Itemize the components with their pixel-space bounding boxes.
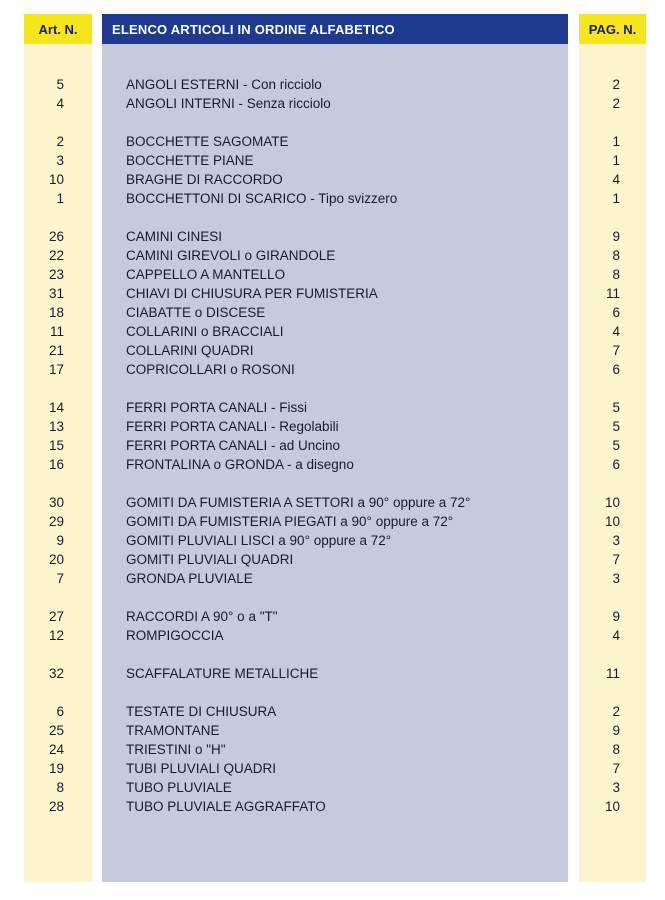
page-number: 8 — [612, 742, 620, 757]
page-number: 4 — [612, 324, 620, 339]
art-number: 12 — [48, 628, 64, 643]
article-description: GOMITI DA FUMISTERIA A SETTORI a 90° oppure a 72° — [126, 495, 471, 510]
art-number: 1 — [56, 191, 64, 206]
page-number: 1 — [612, 153, 620, 168]
art-number: 30 — [48, 495, 64, 510]
art-number: 14 — [48, 400, 64, 415]
article-description: CAPPELLO A MANTELLO — [126, 267, 286, 282]
article-description: COPRICOLLARI o ROSONI — [126, 362, 295, 377]
art-number: 2 — [56, 134, 64, 149]
art-number: 17 — [48, 362, 64, 377]
page-number: 11 — [605, 286, 620, 301]
art-number: 22 — [48, 248, 64, 263]
article-description: FRONTALINA o GRONDA - a disegno — [126, 457, 354, 472]
article-description: FERRI PORTA CANALI - Regolabili — [126, 419, 339, 434]
art-number: 18 — [48, 305, 64, 320]
article-description: BOCCHETTONI DI SCARICO - Tipo svizzero — [126, 191, 398, 206]
art-number: 6 — [56, 704, 64, 719]
art-number: 13 — [48, 419, 64, 434]
page-number: 9 — [612, 609, 620, 624]
article-description: CHIAVI DI CHIUSURA PER FUMISTERIA — [126, 286, 378, 301]
article-description: SCAFFALATURE METALLICHE — [126, 666, 319, 681]
art-number: 20 — [48, 552, 64, 567]
page-number: 5 — [612, 419, 620, 434]
page-number: 5 — [612, 438, 620, 453]
art-number: 32 — [48, 666, 64, 681]
art-number: 31 — [48, 286, 64, 301]
page-number: 7 — [612, 343, 620, 358]
page-number: 5 — [612, 400, 620, 415]
article-description: CAMINI CINESI — [126, 229, 223, 244]
article-description: GOMITI PLUVIALI QUADRI — [126, 552, 294, 567]
art-number-header: Art. N. — [24, 14, 92, 44]
art-number: 5 — [56, 77, 64, 92]
article-description: TESTATE DI CHIUSURA — [126, 704, 277, 719]
page-number: 7 — [612, 552, 620, 567]
page-number: 6 — [612, 305, 620, 320]
article-description: ROMPIGOCCIA — [126, 628, 224, 643]
page-number: 10 — [604, 495, 620, 510]
article-description: TUBI PLUVIALI QUADRI — [126, 761, 277, 776]
page-number: 8 — [612, 248, 620, 263]
article-description: FERRI PORTA CANALI - Fissi — [126, 400, 308, 415]
art-number: 24 — [48, 742, 64, 757]
art-number: 9 — [56, 533, 64, 548]
article-description: BOCCHETTE PIANE — [126, 153, 254, 168]
article-description: ANGOLI ESTERNI - Con ricciolo — [126, 77, 322, 92]
art-number: 8 — [56, 780, 64, 795]
art-number: 25 — [48, 723, 64, 738]
page-number: 4 — [612, 628, 620, 643]
page-number: 10 — [604, 799, 620, 814]
page-number: 7 — [612, 761, 620, 776]
art-number: 16 — [48, 457, 64, 472]
page-number: 2 — [612, 96, 620, 111]
art-number: 29 — [48, 514, 64, 529]
article-description: TUBO PLUVIALE AGGRAFFATO — [126, 799, 326, 814]
article-description: TUBO PLUVIALE — [126, 780, 232, 795]
article-description: RACCORDI A 90° o a "T" — [126, 609, 278, 624]
art-number: 3 — [56, 153, 64, 168]
art-number: 15 — [48, 438, 64, 453]
page-number: 3 — [612, 780, 620, 795]
art-number: 23 — [48, 267, 64, 282]
page-number: 8 — [612, 267, 620, 282]
page-number: 3 — [612, 571, 620, 586]
page-number: 1 — [612, 134, 620, 149]
article-description: CIABATTE o DISCESE — [126, 305, 266, 320]
article-description: TRIESTINI o "H" — [126, 742, 226, 757]
page-number: 6 — [612, 457, 620, 472]
page-number: 11 — [605, 666, 620, 681]
page-number: 9 — [612, 723, 620, 738]
page-number: 1 — [612, 191, 620, 206]
article-description: CAMINI GIREVOLI o GIRANDOLE — [126, 248, 336, 263]
article-description: BRAGHE DI RACCORDO — [126, 172, 283, 187]
art-number: 11 — [49, 324, 64, 339]
article-description: ANGOLI INTERNI - Senza ricciolo — [126, 96, 331, 111]
page-title: ELENCO ARTICOLI IN ORDINE ALFABETICO — [102, 14, 568, 44]
article-description: GOMITI PLUVIALI LISCI a 90° oppure a 72° — [126, 533, 392, 548]
article-description: GOMITI DA FUMISTERIA PIEGATI a 90° oppure a 72° — [126, 514, 454, 529]
art-number: 19 — [48, 761, 64, 776]
page-number: 9 — [612, 229, 620, 244]
article-description: TRAMONTANE — [126, 723, 220, 738]
page-number: 2 — [612, 704, 620, 719]
page-number-header: PAG. N. — [579, 14, 646, 44]
article-description: COLLARINI o BRACCIALI — [126, 324, 284, 339]
art-number: 10 — [48, 172, 64, 187]
page-number: 4 — [612, 172, 620, 187]
art-number: 28 — [48, 799, 64, 814]
page-number: 3 — [612, 533, 620, 548]
art-number: 4 — [56, 96, 64, 111]
page-number: 6 — [612, 362, 620, 377]
article-description: BOCCHETTE SAGOMATE — [126, 134, 289, 149]
art-number: 27 — [48, 609, 64, 624]
art-number: 7 — [56, 571, 64, 586]
article-description: GRONDA PLUVIALE — [126, 571, 253, 586]
page-number: 2 — [612, 77, 620, 92]
art-number: 21 — [48, 343, 64, 358]
article-description: COLLARINI QUADRI — [126, 343, 254, 358]
article-description: FERRI PORTA CANALI - ad Uncino — [126, 438, 341, 453]
page-number: 10 — [604, 514, 620, 529]
art-number: 26 — [48, 229, 64, 244]
